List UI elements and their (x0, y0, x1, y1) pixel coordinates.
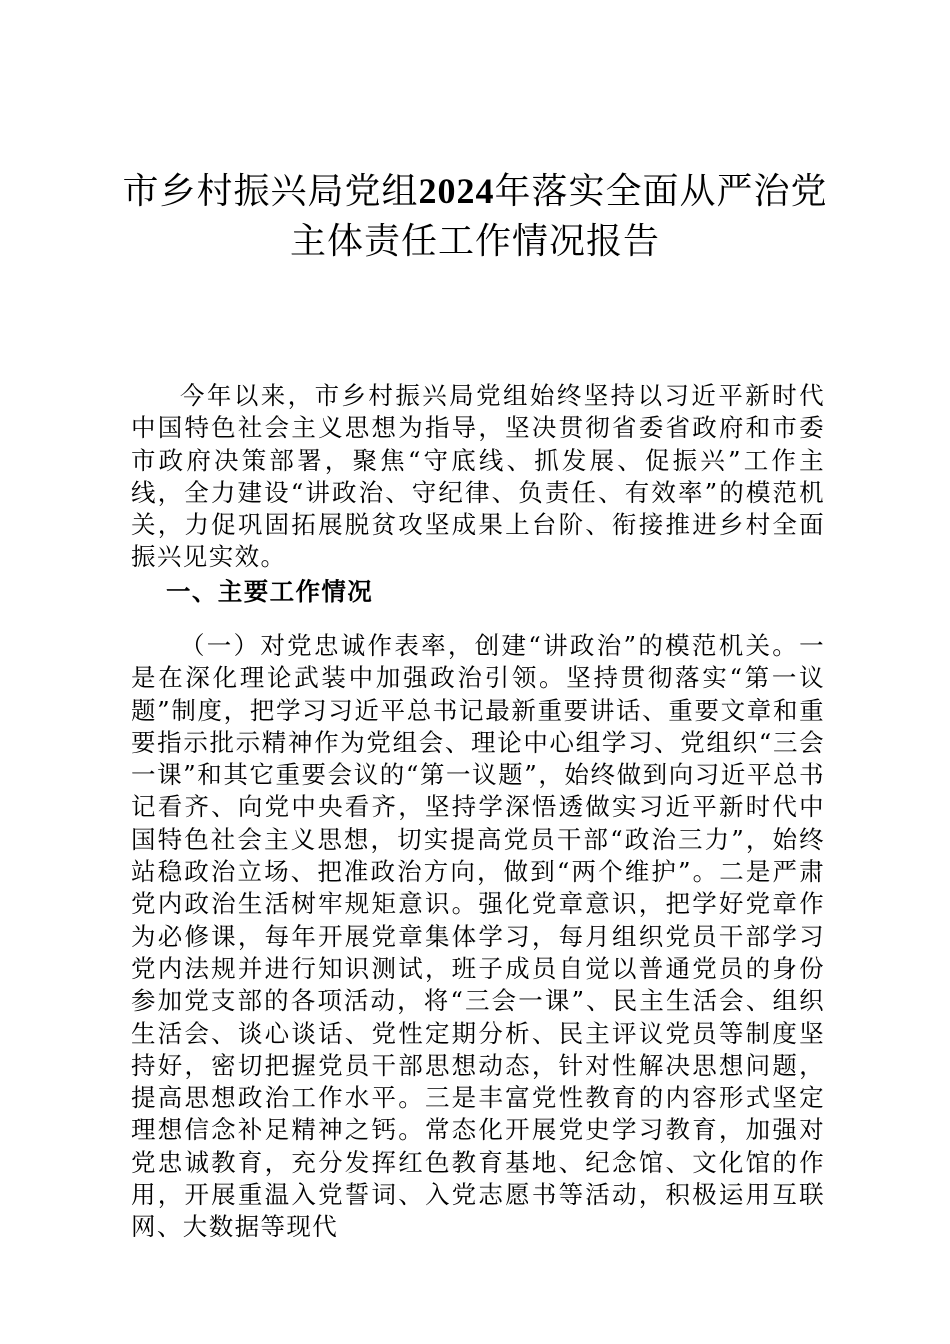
section-heading: 一、主要工作情况 (166, 577, 374, 606)
title-line-2: 主体责任工作情况报告 (289, 221, 660, 262)
intro-paragraph: 今年以来，市乡村振兴局党组始终坚持以习近平新时代中国特色社会主义思想为指导，坚决贯彻省委省政府和市委市政府决策部署，聚焦“守底线、抓发展、促振兴”工作主线，全力建设“讲政治、守纪律、负责任、有效率”的模范机关，力促巩固拓展脱贫攻坚成果上台阶、衔接推进乡村全面振兴见实效。 (131, 381, 825, 572)
document-title (100, 166, 850, 267)
title-suffix: 年落实全面从严治党 (494, 171, 828, 212)
body-paragraph: （一）对党忠诚作表率，创建“讲政治”的模范机关。一是在深化理论武装中加强政治引领。坚持贯彻落实“第一议题”制度，把学习习近平总书记最新重要讲话、重要文章和重要指示批示精神作为党组会、理论中心组学习、党组织“三会一课”和其它重要会议的“第一议题”，始终做到向习近平总书记看齐、向党中央看齐，坚持学深悟透做实习近平新时代中国特色社会主义思想，切实提高党员干部“政治三力”，始终站稳政治立场、把准政治方向，做到“两个维护”。二是严肃党内政治生活树牢规矩意识。强化党章意识，把学好党章作为必修课，每年开展党章集体学习，每月组织党员干部学习党内法规并进行知识测试，班子成员自觉以普通党员的身份参加党支部的各项活动，将“三会一课”、民主生活会、组织生活会、谈心谈话、党性定期分析、民主评议党员等制度坚持好，密切把握党员干部思想动态，针对性解决思想问题，提高思想政治工作水平。三是丰富党性教育的内容形式坚定理想信念补足精神之钙。常态化开展党史学习教育，加强对党忠诚教育，充分发挥红色教育基地、纪念馆、文化馆的作用，开展重温入党誓词、入党志愿书等活动，积极运用互联网、大数据等现代 (131, 631, 825, 1242)
title-year: 2024 (418, 171, 495, 211)
title-prefix: 市乡村振兴局党组 (122, 171, 419, 212)
